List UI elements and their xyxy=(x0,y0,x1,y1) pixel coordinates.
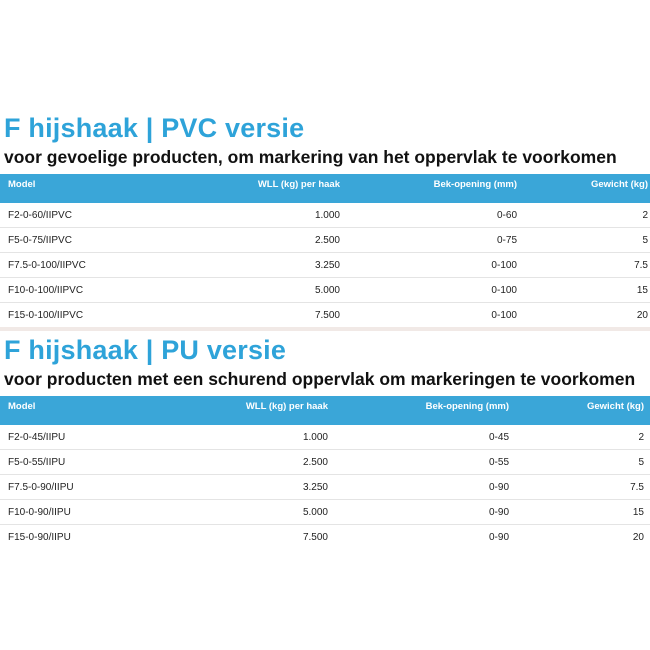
cell-wll: 7.500 xyxy=(314,310,340,321)
cell-gewicht: 7.5 xyxy=(630,482,644,493)
cell-gewicht: 20 xyxy=(636,310,648,321)
table-row xyxy=(0,253,650,278)
cell-wll: 1.000 xyxy=(302,432,328,443)
cell-model: F7.5-0-100/IIPVC xyxy=(8,260,86,271)
col-model-header: Model xyxy=(8,179,36,190)
cell-bek-opening: 0-45 xyxy=(488,432,509,443)
section-divider xyxy=(0,327,650,331)
table-row xyxy=(0,475,650,500)
col-wll-header: WLL (kg) per haak xyxy=(257,179,340,190)
col-bek-opening-header: Bek-opening (mm) xyxy=(433,179,517,190)
cell-gewicht: 2 xyxy=(638,432,644,443)
table-row xyxy=(0,425,650,450)
pu-section xyxy=(0,334,650,549)
col-wll-header: WLL (kg) per haak xyxy=(245,401,328,412)
pvc-table xyxy=(0,174,650,331)
cell-model: F7.5-0-90/IIPU xyxy=(8,482,74,493)
cell-wll: 1.000 xyxy=(314,210,340,221)
cell-model: F15-0-90/IIPU xyxy=(8,532,71,543)
cell-wll: 3.250 xyxy=(314,260,340,271)
cell-gewicht: 5 xyxy=(642,235,648,246)
cell-bek-opening: 0-100 xyxy=(491,260,517,271)
pvc-table-header xyxy=(0,174,650,203)
cell-gewicht: 15 xyxy=(632,507,644,518)
cell-model: F5-0-55/IIPU xyxy=(8,457,66,468)
cell-wll: 5.000 xyxy=(314,285,340,296)
pu-title: F hijshaak | PU versie xyxy=(4,335,287,365)
pu-subtitle: voor producten met een schurend oppervlak om markeringen te voorkomen xyxy=(4,369,636,389)
pvc-title: F hijshaak | PVC versie xyxy=(4,113,305,143)
cell-bek-opening: 0-60 xyxy=(496,210,517,221)
cell-bek-opening: 0-90 xyxy=(488,532,509,543)
table-row xyxy=(0,525,650,549)
pu-table-header xyxy=(0,396,650,425)
table-row xyxy=(0,500,650,525)
cell-gewicht: 20 xyxy=(632,532,644,543)
col-model-header: Model xyxy=(8,401,36,412)
table-row xyxy=(0,203,650,228)
cell-wll: 2.500 xyxy=(302,457,328,468)
cell-bek-opening: 0-100 xyxy=(491,285,517,296)
pu-table xyxy=(0,396,650,549)
cell-bek-opening: 0-90 xyxy=(488,482,509,493)
cell-wll: 5.000 xyxy=(302,507,328,518)
cell-gewicht: 5 xyxy=(638,457,644,468)
cell-model: F5-0-75/IIPVC xyxy=(8,235,72,246)
cell-model: F15-0-100/IIPVC xyxy=(8,310,84,321)
pvc-subtitle: voor gevoelige producten, om markering van het oppervlak te voorkomen xyxy=(4,147,617,167)
cell-model: F10-0-100/IIPVC xyxy=(8,285,84,296)
cell-gewicht: 15 xyxy=(636,285,648,296)
cell-wll: 2.500 xyxy=(314,235,340,246)
cell-gewicht: 7.5 xyxy=(634,260,648,271)
table-row xyxy=(0,303,650,327)
col-gewicht-header: Gewicht (kg) xyxy=(590,179,648,190)
table-row xyxy=(0,278,650,303)
cell-model: F2-0-60/IIPVC xyxy=(8,210,72,221)
cell-bek-opening: 0-90 xyxy=(488,507,509,518)
cell-wll: 3.250 xyxy=(302,482,328,493)
cell-bek-opening: 0-75 xyxy=(496,235,517,246)
col-gewicht-header: Gewicht (kg) xyxy=(586,401,644,412)
cell-gewicht: 2 xyxy=(642,210,648,221)
cell-model: F2-0-45/IIPU xyxy=(8,432,66,443)
table-row xyxy=(0,228,650,253)
cell-bek-opening: 0-100 xyxy=(491,310,517,321)
cell-bek-opening: 0-55 xyxy=(488,457,509,468)
col-bek-opening-header: Bek-opening (mm) xyxy=(425,401,509,412)
pvc-section xyxy=(0,112,650,331)
cell-wll: 7.500 xyxy=(302,532,328,543)
table-row xyxy=(0,450,650,475)
cell-model: F10-0-90/IIPU xyxy=(8,507,71,518)
